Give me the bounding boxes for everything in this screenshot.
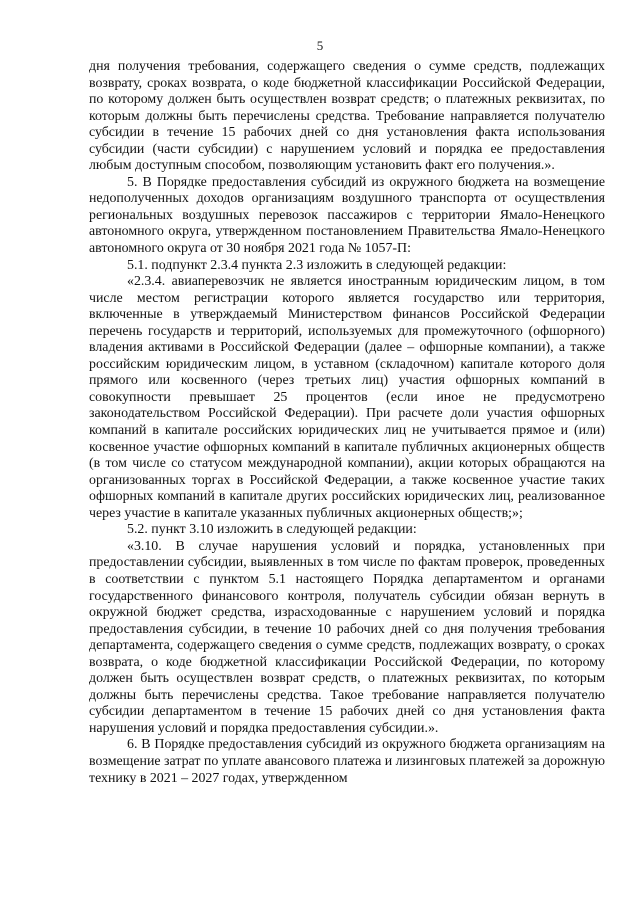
paragraph-continuation: дня получения требования, содержащего сведения о сумме средств, подлежащих возврату, сроках возврата, о коде бюджетной классификации Российской Федерации, по которому должен быть осуществлен возврат средств; о платежных реквизитах, по которым должны быть перечислены средства. Требование направляется получателю субсидии в течение 15 рабочих дней со дня установления факта использования субсидии (части субсидии) с нарушением условий и порядка ее предоставления любым доступным способом, позволяющим установить факт его получения.». (89, 59, 605, 174)
page-number: 5 (316, 38, 324, 53)
paragraph-item-5-1: 5.1. подпункт 2.3.4 пункта 2.3 изложить в следующей редакции: (127, 257, 507, 273)
paragraph-item-5-2: 5.2. пункт 3.10 изложить в следующей редакции: (127, 522, 417, 538)
paragraph-quote-3-10: «3.10. В случае нарушения условий и порядка, установленных при предоставлении субсидии, выявленных в том числе по фактам проверок, проведенных в соответствии с пунктом 5.1 настоящего Порядка департаментом и органами государственного финансового контроля, получатель субсидии обязан вернуть в окружной бюджет средства, израсходованные с нарушением условий и порядка предоставления субсидии, в течение 10 рабочих дней со дня получения требования департамента, содержащего сведения о сумме средств, подлежащих возврату, о сроках возврата, о коде бюджетной классификации Российской Федерации, по которому должен быть осуществлен возврат средств, о платежных реквизитах, по которым должны быть перечислены средства. Такое требование направляется получателю субсидии департаментом в течение 15 рабочих дней со дня установления факта нарушения условий и порядка предоставления субсидии.». (89, 538, 605, 736)
paragraph-item-6: 6. В Порядке предоставления субсидий из окружного бюджета организациям на возмещение затрат по уплате авансового платежа и лизинговых платежей за дорожную технику в 2021 – 2027 годах, утвержденном (89, 737, 605, 786)
paragraph-item-5: 5. В Порядке предоставления субсидий из окружного бюджета на возмещение недополученных доходов организациям воздушного транспорта от осуществления региональных воздушных перевозок пассажиров с территории Ямало-Ненецкого автономного округа, утвержденном постановлением Правительства Ямало-Ненецкого автономного округа от 30 ноября 2021 года № 1057-П: (89, 174, 605, 257)
document-body (89, 59, 605, 787)
paragraph-quote-2-3-4: «2.3.4. авиаперевозчик не является иностранным юридическим лицом, в том числе местом регистрации которого является государство или территория, включенные в утверждаемый Министерством финансов Российской Федерации перечень государств и территорий, используемых для промежуточного (офшорного) владения активами в Российской Федерации (далее – офшорные компании), а также российским юридическим лицом, в уставном (складочном) капитале которого доля прямого или косвенного (через третьих лиц) участия офшорных компаний в совокупности превышает 25 процентов (если иное не предусмотрено законодательством Российской Федерации). При расчете доли участия офшорных компаний в капитале российских юридических лиц не учитывается прямое и (или) косвенное участие офшорных компаний в капитале публичных акционерных обществ (в том числе со статусом международной компании), акции которых обращаются на организованных торгах в Российской Федерации, а также косвенное участие таких офшорных компаний в капитале других российских юридических лиц, реализованное через участие в капитале указанных публичных акционерных обществ;»; (89, 274, 605, 521)
